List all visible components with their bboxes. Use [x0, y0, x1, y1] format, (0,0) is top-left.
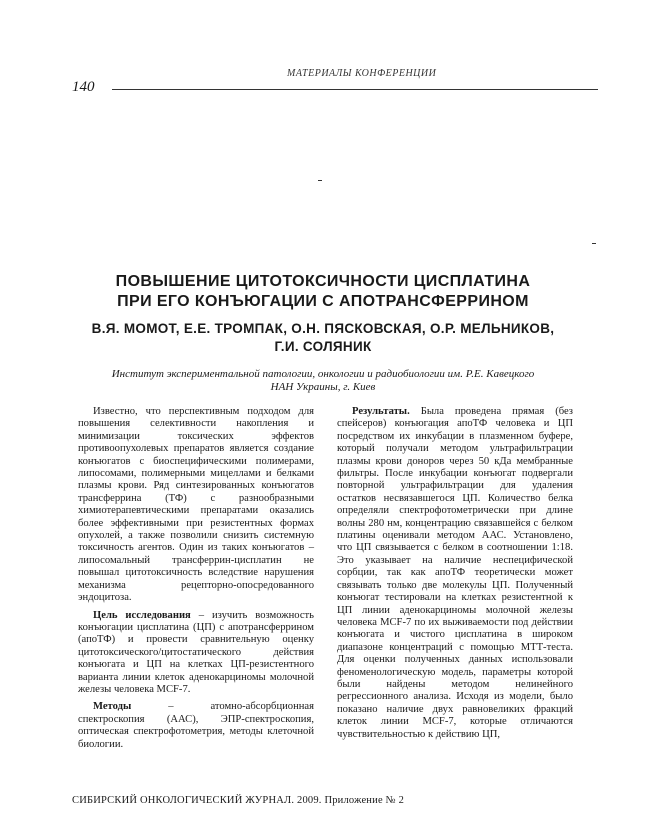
journal-footer: СИБИРСКИЙ ОНКОЛОГИЧЕСКИЙ ЖУРНАЛ. 2009. Приложение № 2	[72, 795, 405, 806]
right-column	[337, 406, 573, 741]
title-line-2: ПРИ ЕГО КОНЪЮГАЦИИ С АПОТРАНСФЕРРИНОМ	[117, 293, 529, 310]
institution	[60, 368, 586, 394]
title-line-1: ПОВЫШЕНИЕ ЦИТОТОКСИЧНОСТИ ЦИСПЛАТИНА	[115, 273, 531, 290]
print-speck	[318, 180, 322, 181]
methods-text: – атомно-абсорбционная спектроскопия (ААС), ЭПР-спектроскопия, оптическая спектрофотометрия, методы клеточной биологии.	[78, 701, 314, 750]
institution-line-2: НАН Украины, г. Киев	[270, 381, 376, 393]
aim-paragraph	[78, 610, 314, 697]
page-number: 140	[72, 79, 95, 95]
authors-line-2: Г.И. СОЛЯНИК	[274, 339, 372, 354]
institution-line-1: Институт экспериментальной патологии, онкологии и радиобиологии им. Р.Е. Кавецкого	[111, 368, 535, 380]
print-speck	[592, 243, 596, 244]
authors-line-1: В.Я. МОМОТ, Е.Е. ТРОМПАК, О.Н. ПЯСКОВСКАЯ, О.Р. МЕЛЬНИКОВ,	[91, 321, 555, 336]
aim-text: – изучить возможность конъюгации цисплатина (ЦП) с апотрансферрином (апоТФ) и провести сравнительную оценку цитотоксического/цитостатического действия конъюгата и ЦП на клетках ЦП-резистентного варианта линии клеток аденокарциномы молочной железы человека MCF-7.	[78, 609, 315, 695]
methods-label: Методы	[93, 701, 132, 713]
authors	[60, 320, 586, 356]
running-head: МАТЕРИАЛЫ КОНФЕРЕНЦИИ	[287, 68, 437, 79]
results-label: Результаты.	[352, 406, 410, 417]
intro-paragraph: Известно, что перспективным подходом для повышения селективности накопления и минимизации токсических эффектов противоопухолевых препаратов является создание конъюгатов с биоспецифическими полимерами, липосомами, полимерными мицеллами и белками плазмы крови. Ряд синтезированных конъюгатов трансферрина (ТФ) с разнообразными химиотерапевтическими препаратами оказались более эффективными при резистентных формах опухолей, а также позволили снизить системную токсичность агентов. Один из таких конъюгатов – липосомальный трансферрин-цисплатин не повышал цитотоксичность вследствие нарушения механизма рецепторно-опосредованного эндоцитоза.	[78, 406, 314, 604]
results-paragraph	[337, 406, 573, 741]
results-text: Была проведена прямая (без спейсеров) конъюгация апоТФ человека и ЦП посредством их инкубации в плазменном буфере, который получали методом ультрафильтрации плазмы крови доноров через 50 кДа мембранные фильтры. После инкубации конъюгат подвергали повторной ультрафильтрации для удаления остатков несвязавшегося ЦП. Количество белка определяли спектрофотометрически при длине волны 280 нм, концентрацию связавшейся с белком платины оценивали методом ААС. Установлено, что ЦП связывается с белком в соотношении 1:18. Это указывает на наличие неспецифической сорбции, так как апоТФ теоретически может связывать только две молекулы ЦП. Полученный конъюгат тестировали на клетках резистентной к ЦП линии аденокарциномы молочной железы человека MCF-7 по их выживаемости под действии конъюгата и чистого цисплатина в широком диапазоне концентраций с помощью МТТ-теста. Для оценки полученных данных использовали феноменологическую модель, параметры которой были найдены методом нелинейного регрессионного анализа. Исходя из модели, было показано наличие двух равновеликих фракций клеток линии MCF-7, которые отличаются чувствительностью к действию ЦП,	[337, 406, 573, 740]
article-title	[60, 272, 586, 312]
header-rule	[112, 89, 598, 90]
methods-paragraph	[78, 701, 314, 751]
aim-label: Цель исследования	[93, 609, 191, 621]
left-column	[78, 406, 314, 751]
